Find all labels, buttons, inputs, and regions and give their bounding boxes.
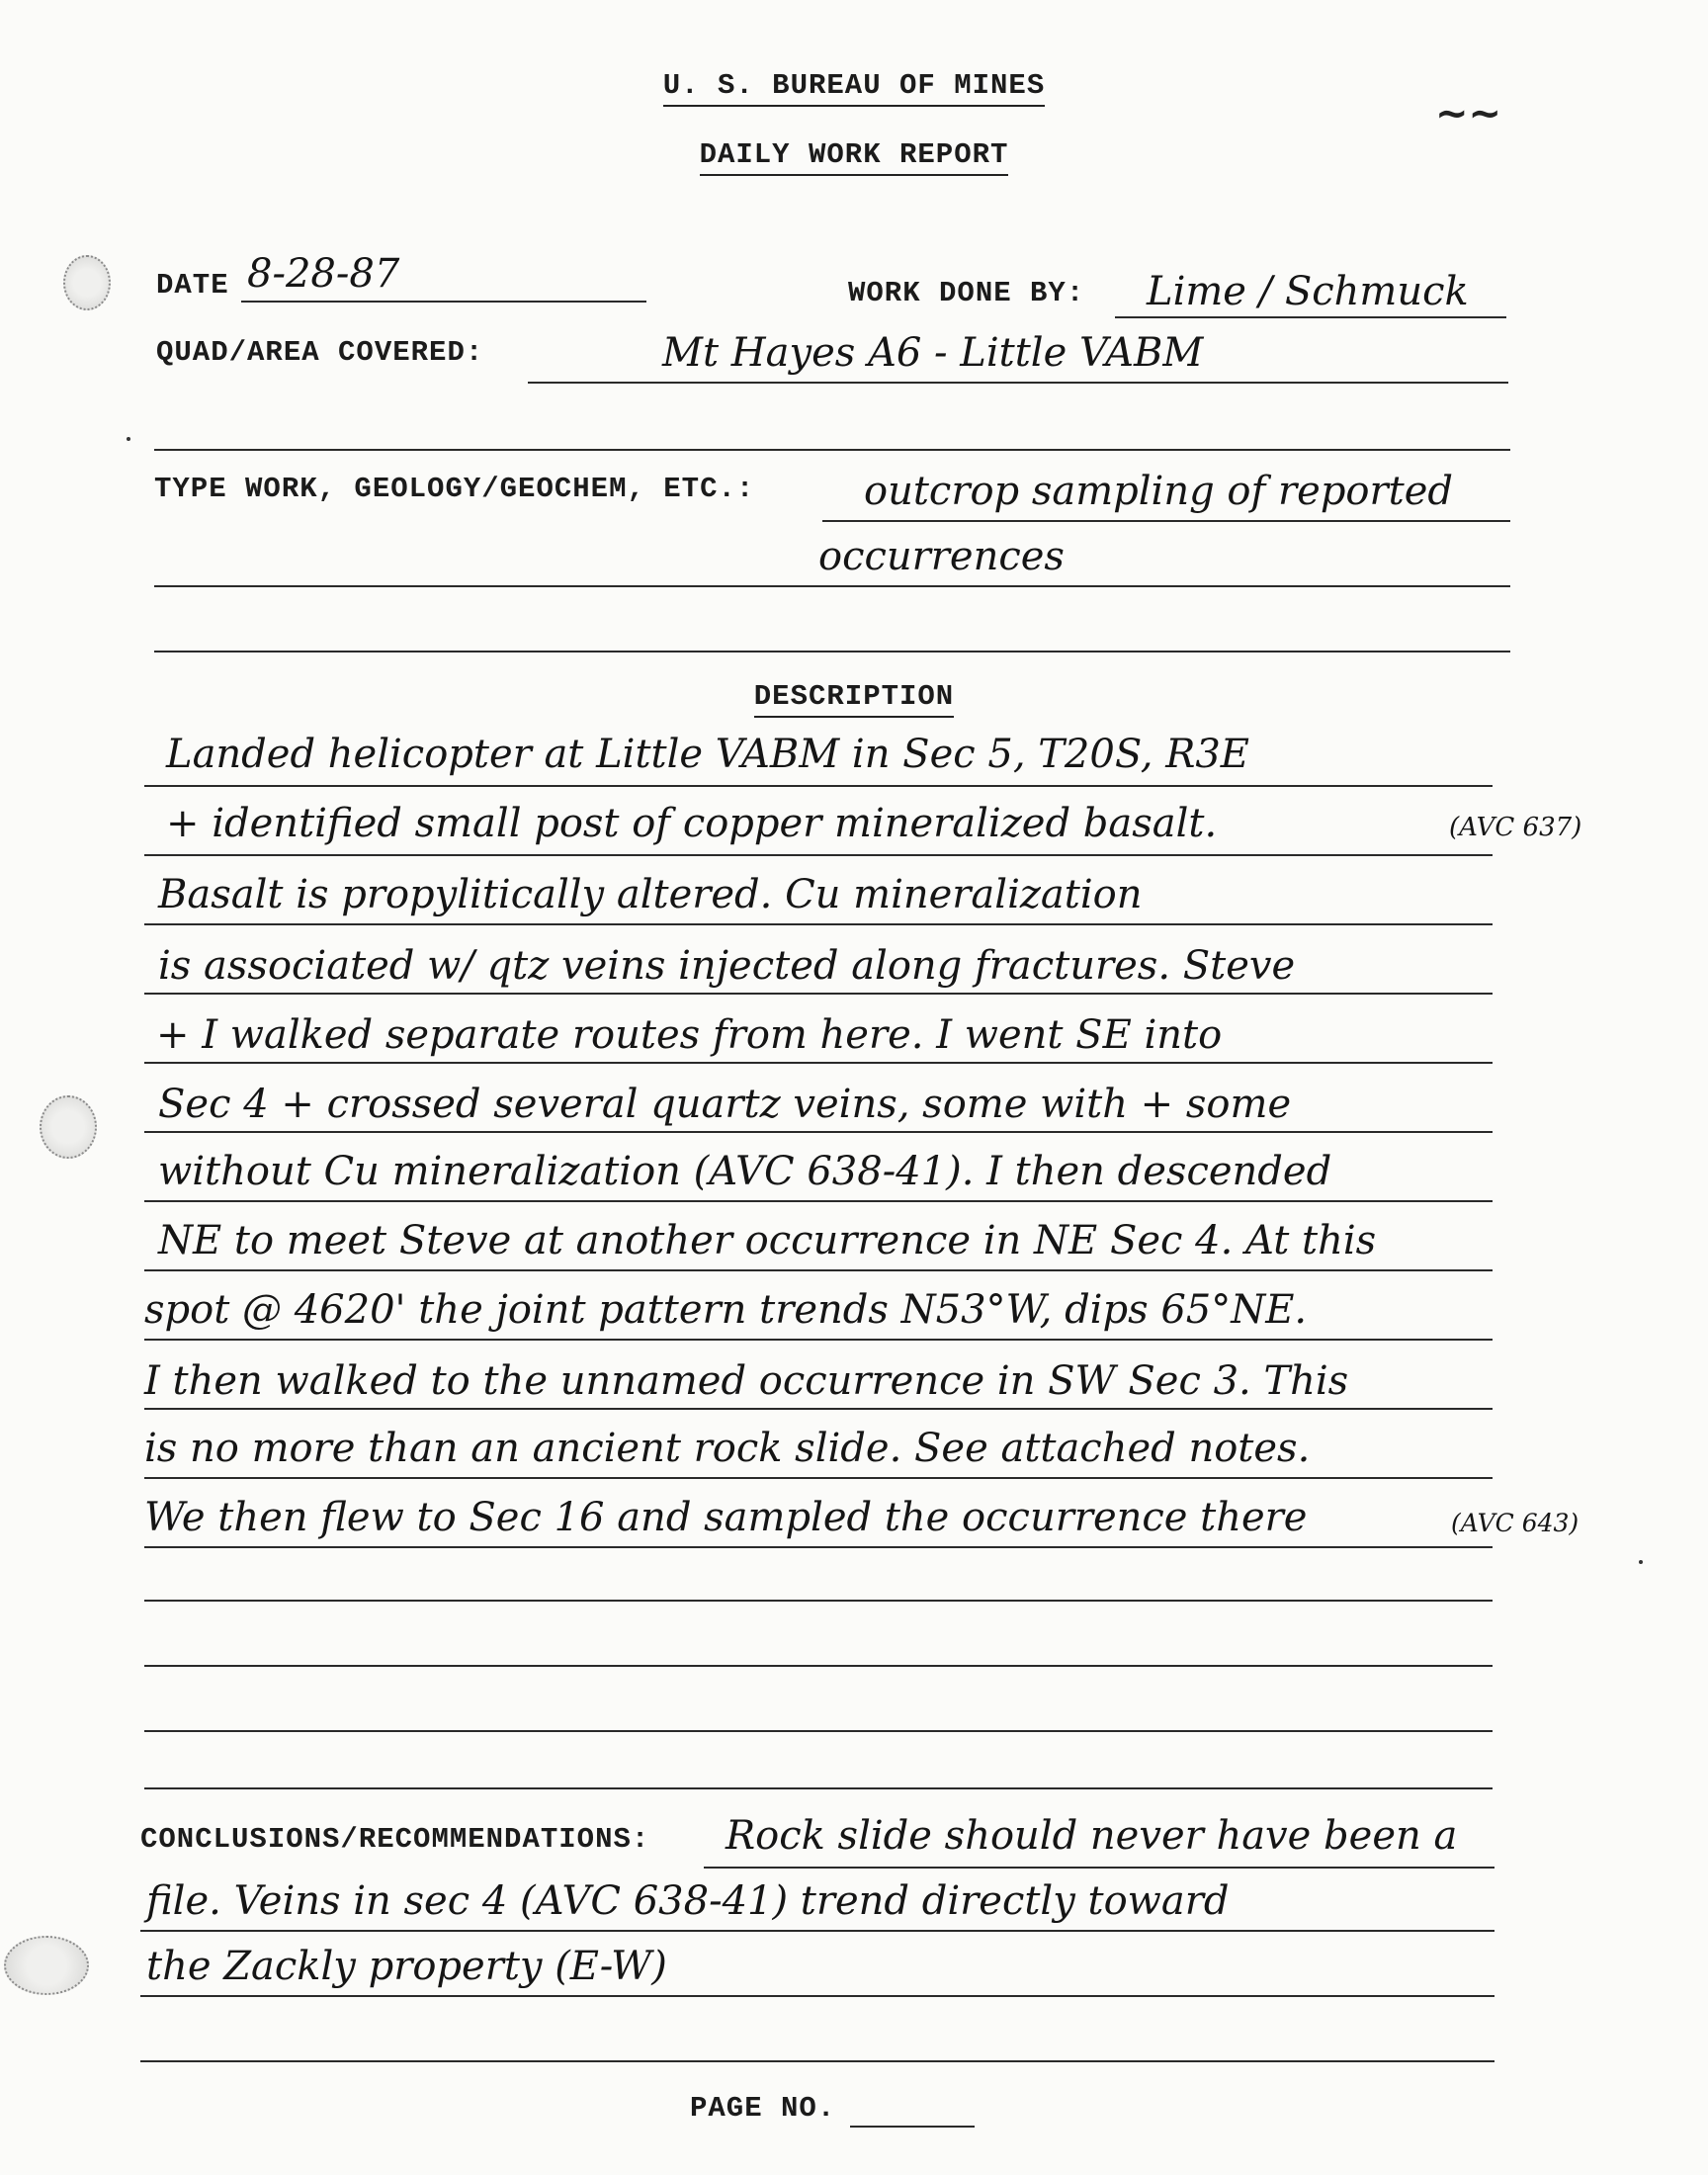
description-line: spot @ 4620' the joint pattern trends N53°W, dips 65°NE.	[144, 1287, 1308, 1333]
description-rule	[144, 1200, 1493, 1202]
description-rule	[144, 1665, 1493, 1667]
type-work-value-1: outcrop sampling of reported	[864, 469, 1453, 514]
date-value: 8-28-87	[247, 251, 400, 297]
description-heading: DESCRIPTION	[0, 680, 1708, 713]
description-line: Sec 4 + crossed several quartz veins, some with + some	[158, 1082, 1292, 1127]
description-line: NE to meet Steve at another occurrence in NE Sec 4. At this	[158, 1218, 1377, 1263]
type-work-line-2	[154, 585, 1510, 587]
speck	[1639, 1560, 1643, 1564]
date-line	[241, 301, 646, 303]
conclusions-value-1: Rock slide should never have been a	[726, 1813, 1458, 1859]
punch-hole-top	[63, 255, 111, 310]
conclusions-line-1	[704, 1867, 1494, 1869]
conclusions-value-3: the Zackly property (E-W)	[146, 1944, 667, 1989]
corner-mark: ~~	[1435, 91, 1502, 136]
description-rule	[144, 1730, 1493, 1732]
punch-hole-middle	[40, 1095, 97, 1159]
type-work-label: TYPE WORK, GEOLOGY/GEOCHEM, ETC.:	[154, 473, 755, 505]
description-line: is no more than an ancient rock slide. See attached notes.	[144, 1426, 1311, 1471]
description-rule	[144, 1600, 1493, 1602]
description-rule	[144, 1339, 1493, 1341]
description-rule	[144, 1787, 1493, 1789]
description-line: Basalt is propylitically altered. Cu mineralization	[158, 872, 1143, 917]
quad-area-line	[528, 382, 1508, 384]
description-line: + identified small post of copper mineralized basalt.	[166, 801, 1218, 846]
description-line: I then walked to the unnamed occurrence in SW Sec 3. This	[144, 1358, 1349, 1404]
work-done-by-line	[1115, 316, 1506, 318]
description-rule	[144, 1546, 1493, 1548]
blank-line	[154, 651, 1510, 652]
description-line: is associated w/ qtz veins injected along fractures. Steve	[158, 943, 1296, 989]
description-rule	[144, 1477, 1493, 1479]
conclusions-line-3	[140, 1995, 1494, 1997]
description-line: + I walked separate routes from here. I went SE into	[156, 1012, 1223, 1058]
margin-note-avc643: (AVC 643)	[1451, 1509, 1580, 1537]
speck	[127, 437, 130, 441]
work-done-by-label: WORK DONE BY:	[848, 277, 1085, 309]
page-number-label: PAGE NO.	[690, 2092, 836, 2125]
conclusions-value-2: file. Veins in sec 4 (AVC 638-41) trend directly toward	[146, 1878, 1230, 1924]
conclusions-line-2	[140, 1930, 1494, 1932]
page-number-line	[850, 2126, 975, 2128]
date-label: DATE	[156, 269, 229, 302]
blank-line	[154, 449, 1510, 451]
form-title: DAILY WORK REPORT	[0, 138, 1708, 171]
agency-title: U. S. BUREAU OF MINES	[0, 69, 1708, 102]
type-work-line-1	[822, 520, 1510, 522]
type-work-value-2: occurrences	[818, 534, 1065, 579]
description-line: We then flew to Sec 16 and sampled the occurrence there	[144, 1495, 1308, 1540]
description-rule	[144, 1408, 1493, 1410]
description-rule	[144, 785, 1493, 787]
description-line: Landed helicopter at Little VABM in Sec 5, T20S, R3E	[166, 732, 1249, 777]
quad-area-label: QUAD/AREA COVERED:	[156, 336, 484, 369]
margin-note-avc637: (AVC 637)	[1449, 813, 1582, 842]
description-rule	[144, 1269, 1493, 1271]
conclusions-label: CONCLUSIONS/RECOMMENDATIONS:	[140, 1823, 650, 1856]
quad-area-value: Mt Hayes A6 - Little VABM	[662, 330, 1204, 376]
conclusions-line-4	[140, 2060, 1494, 2062]
description-rule	[144, 993, 1493, 995]
description-rule	[144, 923, 1493, 925]
description-rule	[144, 854, 1493, 856]
work-done-by-value: Lime / Schmuck	[1147, 269, 1469, 314]
description-line: without Cu mineralization (AVC 638-41). I then descended	[158, 1149, 1332, 1194]
description-rule	[144, 1131, 1493, 1133]
description-rule	[144, 1062, 1493, 1064]
punch-hole-bottom	[4, 1936, 89, 1995]
